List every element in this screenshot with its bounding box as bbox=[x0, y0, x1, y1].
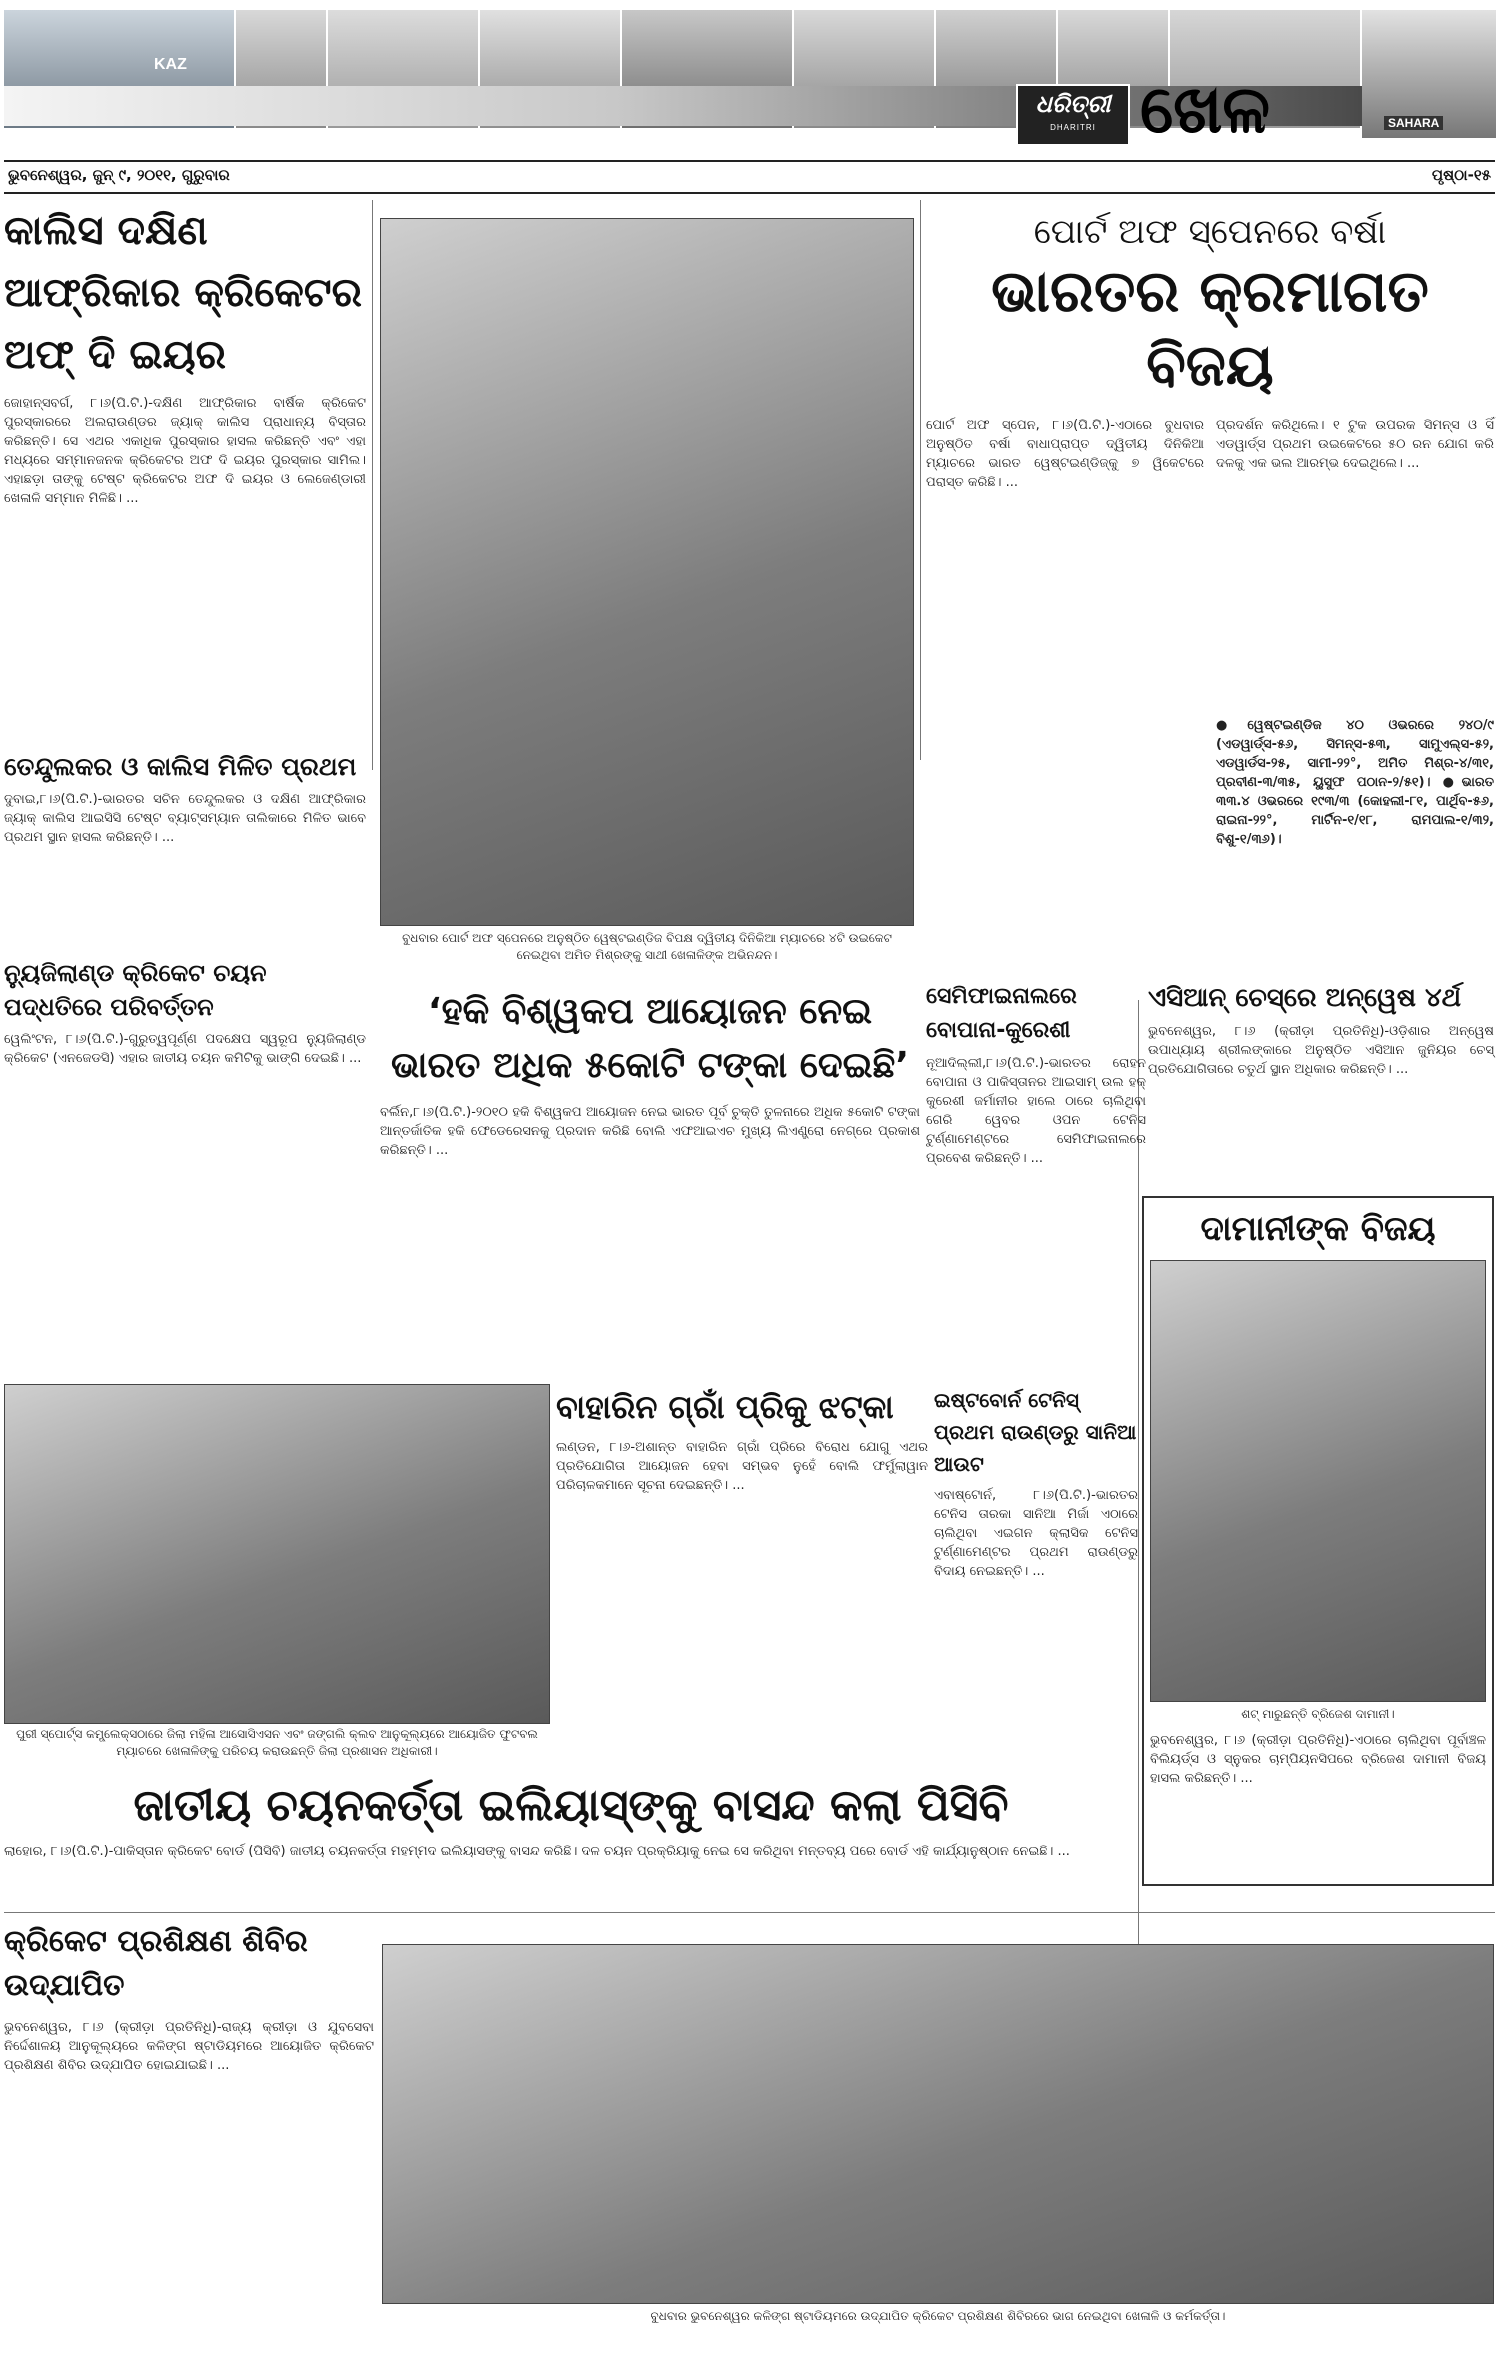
article-body-col2: ପ୍ରଦର୍ଶନ କରିଥିଲେ। ୧ ଟୁକ ଉପରକ ସିମନ୍ସ ଓ ସିଁ ଏଡୱାର୍ଡ୍‌ସ ପ୍ରଥମ ଉଇକେଟରେ ୫୦ ରନ ଯୋଗ କରି ଦଳକୁ ଏକ ଭଲ ଆରମ୍ଭ ଦେଇଥିଲେ। ... bbox=[1216, 418, 1494, 471]
photo-puri-football bbox=[4, 1384, 550, 1724]
headline: ତେନ୍ଦୁଲକର ଓ କାଲିସ ମିଳିତ ପ୍ରଥମ bbox=[4, 752, 357, 781]
article-hockey bbox=[380, 985, 920, 1365]
masthead bbox=[0, 0, 1499, 184]
camp-photo-caption: ବୁଧବାର ଭୁବନେଶ୍ୱର କଳିଙ୍ଗ ଷ୍ଟାଡିୟମରେ ଉଦ୍‌ଯାପିତ କ୍ରିକେଟ ପ୍ରଶିକ୍ଷଣ ଶିବିରରେ ଭାଗ ନେଇଥିବା ଖେଳାଳି ଓ କର୍ମକର୍ତ୍ତା। bbox=[650, 2309, 1226, 2323]
headline: ଜାତୀୟ ଚୟନକର୍ତ୍ତା ଇଲିୟାସ୍‌ଙ୍କୁ ବାସନ୍ଦ କଲା ପିସିବି bbox=[133, 1780, 1009, 1831]
article-selector-ban bbox=[4, 1776, 1138, 1906]
article-body: ନୂଆଦିଲ୍ଲୀ,୮।୬(ପି.ଟି.)-ଭାରତର ରୋହନ ବୋପାନା ଓ ପାକିସ୍ତାନର ଆଇସାମ୍ ଉଲ ହକ୍ କୁରେଶୀ ଜର୍ମାନୀର ହାଲେ ଠାରେ ଚାଲିଥିବା ଗେରି ୱେବର ଓପନ ଟେନିସ ଟୁର୍ଣ୍ଣାମେଣ୍ଟରେ ସେମିଫାଇନାଲରେ ପ୍ରବେଶ କରିଛନ୍ତି। ... bbox=[926, 1056, 1146, 1166]
headline: ଭାରତର କ୍ରମାଗତ ବିଜୟ bbox=[991, 257, 1429, 399]
headline: ଏସିଆନ୍ ଚେସ୍‌ରେ ଅନ୍ୱେଷ ୪ର୍ଥ bbox=[1148, 983, 1462, 1013]
article-body-col1: ପୋର୍ଟ ଅଫ ସ୍ପେନ, ୮।୬(ପି.ଟି.)-ଏଠାରେ ବୁଧବାର ଅନୁଷ୍ଠିତ ବର୍ଷା ବାଧାପ୍ରାପ୍ତ ଦ୍ୱିତୀୟ ଦିନିକିଆ ମ୍ୟାଚରେ ଭାରତ ୱେଷ୍ଟଇଣ୍ଡିଜ୍‌କୁ ୭ ୱିକେଟରେ ପରାସ୍ତ କରିଛି। ... bbox=[926, 418, 1204, 490]
headline: କାଲିସ ଦକ୍ଷିଣ ଆଫ୍ରିକାର କ୍ରିକେଟର ଅଫ୍ ଦି ଇୟର bbox=[4, 208, 362, 378]
article-body: ୱେଲିଂଟନ, ୮।୬(ପି.ଟି.)-ଗୁରୁତ୍ୱପୂର୍ଣ୍ଣ ପଦକ୍ଷେପ ସ୍ୱରୂପ ନ୍ୟୁଜିଲାଣ୍ଡ କ୍ରିକେଟ (ଏନଜେଡସି) ଏହାର ଜାତୀୟ ଚୟନ କମିଟିକୁ ଭାଙ୍ଗି ଦେଇଛି। ... bbox=[4, 1032, 366, 1066]
lead-photo-caption: ବୁଧବାର ପୋର୍ଟ ଅଫ ସ୍ପେନରେ ଅନୁଷ୍ଠିତ ୱେଷ୍ଟଇଣ୍ଡିଜ ବିପକ୍ଷ ଦ୍ୱିତୀୟ ଦିନିକିଆ ମ୍ୟାଚରେ ୪ଟି ଉଇକେଟ ନେଇଥିବା ଅମିତ ମିଶ୍ରଙ୍କୁ ସାଥୀ ଖେଳାଳିଙ୍କ ଅଭିନନ୍ଦନ। bbox=[402, 931, 892, 962]
article-body: ଭୁବନେଶ୍ୱର, ୮।୬ (କ୍ରୀଡ଼ା ପ୍ରତିନିଧି)-ରାଜ୍ୟ କ୍ରୀଡ଼ା ଓ ଯୁବସେବା ନିର୍ଦ୍ଦେଶାଳୟ ଆନୁକୂଲ୍ୟରେ କଳିଙ୍ଗ ଷ୍ଟାଡିୟମରେ ଆୟୋଜିତ କ୍ରିକେଟ ପ୍ରଶିକ୍ଷଣ ଶିବିର ଉଦ୍‌ଯାପିତ ହୋଇଯାଇଛି। ... bbox=[4, 2020, 374, 2073]
kicker: ପୋର୍ଟ ଅଫ ସ୍ପେନରେ ବର୍ଷା bbox=[1033, 212, 1387, 252]
section-title: ଖେଳ bbox=[1140, 71, 1271, 148]
headline: ନ୍ୟୁଜିଲାଣ୍ଡ କ୍ରିକେଟ ଚୟନ ପଦ୍ଧତିରେ ପରିବର୍ତ୍ତନ bbox=[4, 959, 267, 1021]
headline: ଇଷ୍ଟବୋର୍ନ ଟେନିସ୍ ପ୍ରଥମ ରାଉଣ୍ଡରୁ ସାନିଆ ଆଉଟ bbox=[934, 1388, 1137, 1476]
article-body: ଦୁବାଇ,୮।୬(ପି.ଟି.)-ଭାରତର ସଚିନ ତେନ୍ଦୁଲକର ଓ ଦକ୍ଷିଣ ଆଫ୍ରିକାର ଜ୍ୟାକ୍ କାଲିସ ଆଇସିସି ଟେଷ୍ଟ ବ୍ୟାଟ୍ସମ୍ୟାନ ତାଲିକାରେ ମିଳିତ ଭାବେ ପ୍ରଥମ ସ୍ଥାନ ହାସଲ କରିଛନ୍ତି। ... bbox=[4, 792, 366, 845]
article-lead-india bbox=[926, 210, 1494, 970]
lead-photo-cricketers-hug bbox=[380, 218, 914, 926]
sponsor-badge: SAHARA bbox=[1384, 116, 1443, 130]
article-semifinal bbox=[926, 980, 1146, 1330]
dateline: ଭୁବନେଶ୍ୱର, ଜୁନ୍ ୯, ୨୦୧୧, ଗୁରୁବାର bbox=[8, 166, 230, 184]
article-nz-selection bbox=[4, 956, 366, 1356]
article-sania bbox=[934, 1384, 1138, 1764]
scorecard: ●ୱେଷ୍ଟଇଣ୍ଡିଜ ୪୦ ଓଭରରେ ୨୪୦/୯ (ଏଡୱାର୍ଡ୍‌ସ-୫୬, ସିମନ୍ସ-୫୩, ସାମୁଏଲ୍ସ-୫୨, ଏଡୱାର୍ଡସ-୨୫, ସାମୀ-୨୨°, ଅମିତ ମିଶ୍ର-୪/୩୧, ପ୍ରବୀଣ-୩/୩୫, ୟୁସୁଫ ପଠାନ-୨/୫୧)। ●ଭାରତ ୩୩.୪ ଓଭରରେ ୧୯୩/୩ (କୋହଲୀ-୮୧, ପାର୍ଥିବ-୫୬, ରାଇନା-୨୨°, ମାର୍ଟିନ-୧/୧୮, ରାମପାଲ-୧/୩୨, ବିଶୁ-୧/୩୬)। bbox=[1216, 718, 1494, 847]
article-chess bbox=[1148, 980, 1494, 1190]
masthead-logo: ଧରିତ୍ରୀ DHARITRI bbox=[1016, 84, 1130, 146]
photo-billiards-player bbox=[1150, 1260, 1486, 1702]
article-body: ଲାହୋର, ୮।୬(ପି.ଟି.)-ପାକିସ୍ତାନ କ୍ରିକେଟ ବୋର୍ଡ (ପିସିବି) ଜାତୀୟ ଚୟନକର୍ତ୍ତା ମହମ୍ମଦ ଇଲିୟାସଙ୍କୁ ବାସନ୍ଦ କରିଛି। ଦଳ ଚୟନ ପ୍ରକ୍ରିୟାକୁ ନେଇ ସେ କରିଥିବା ମନ୍ତବ୍ୟ ପରେ ବୋର୍ଡ ଏହି କାର୍ଯ୍ୟାନୁଷ୍ଠାନ ନେଇଛି। ... bbox=[4, 1844, 1070, 1859]
article-body: ଲଣ୍ଡନ, ୮।୬-ଅଶାନ୍ତ ବାହାରିନ ଗ୍ରାଁ ପ୍ରିରେ ବିରୋଧ ଯୋଗୁ ଏଥର ପ୍ରତିଯୋଗିତା ଆୟୋଜନ ହେବା ସମ୍ଭବ ନୁହେଁ ବୋଲି ଫର୍ମୁଲାୱାନ ପରିଚାଳକମାନେ ସୂଚନା ଦେଇଛନ୍ତି। ... bbox=[556, 1440, 928, 1493]
jersey-text: KAZ bbox=[154, 56, 187, 73]
headline: ଦାମାନୀଙ୍କ ବିଜୟ bbox=[1200, 1209, 1436, 1249]
article-kallis bbox=[4, 200, 366, 745]
article-cricket-camp bbox=[4, 1920, 374, 2335]
article-body: ଏବାଷ୍ଟୋର୍ନ, ୮।୬(ପି.ଟି.)-ଭାରତର ଟେନିସ ତାରକା ସାନିଆ ମିର୍ଜା ଏଠାରେ ଚାଲିଥିବା ଏଇଗନ କ୍ଲାସିକ ଟେନିସ ଟୁର୍ଣ୍ଣାମେଣ୍ଟର ପ୍ରଥମ ରାଉଣ୍ଡରୁ ବିଦାୟ ନେଇଛନ୍ତି। ... bbox=[934, 1488, 1138, 1579]
sports-photo-cricketer-portrait bbox=[1362, 10, 1498, 138]
article-body: ଜୋହାନ୍ସବର୍ଗ, ୮।୬(ପି.ଟି.)-ଦକ୍ଷିଣ ଆଫ୍ରିକାର ବାର୍ଷିକ କ୍ରିକେଟ ପୁରସ୍କାରରେ ଅଲରାଉଣ୍ଡର ଜ୍ୟାକ୍ କାଲିସ ପ୍ରାଧାନ୍ୟ ବିସ୍ତାର କରିଛନ୍ତି। ସେ ଏଥର ଏକାଧିକ ପୁରସ୍କାର ହାସଲ କରିଛନ୍ତି ଏବଂ ଏହା ମଧ୍ୟରେ ସମ୍ମାନଜନକ କ୍ରିକେଟର ଅଫ ଦି ଇୟର ପୁରସ୍କାର ସାମିଲ। ଏହାଛଡ଼ା ତାଙ୍କୁ ଟେଷ୍ଟ କ୍ରିକେଟର ଅଫ ଦି ଇୟର ଓ ଲେଜେଣ୍ଡାରୀ ଖେଳାଳି ସମ୍ମାନ ମିଳିଛି। ... bbox=[4, 396, 366, 506]
article-tendulkar bbox=[4, 750, 366, 950]
photo-cricket-camp-group bbox=[382, 1944, 1494, 2304]
article-body: ଭୁବନେଶ୍ୱର, ୮।୬ (କ୍ରୀଡ଼ା ପ୍ରତିନିଧି)-ଓଡ଼ିଶାର ଅନ୍ୱେଷ ଉପାଧ୍ୟାୟ ଶ୍ରୀଲଙ୍କାରେ ଅନୁଷ୍ଠିତ ଏସିଆନ ଜୁନିୟର ଚେସ୍ ପ୍ରତିଯୋଗିତାରେ ଚତୁର୍ଥ ସ୍ଥାନ ଅଧିକାର କରିଛନ୍ତି। ... bbox=[1148, 1024, 1494, 1077]
article-body: ଭୁବନେଶ୍ୱର, ୮।୬ (କ୍ରୀଡ଼ା ପ୍ରତିନିଧି)-ଏଠାରେ ଚାଲିଥିବା ପୂର୍ବାଞ୍ଚଳ ବିଲିୟର୍ଡ୍ସ ଓ ସ୍ନୁକର ଚାମ୍ପିୟନସିପରେ ବ୍ରିଜେଶ ଦାମାନୀ ବିଜୟ ହାସଲ କରିଛନ୍ତି। ... bbox=[1150, 1733, 1486, 1786]
damani-photo-caption: ଶଟ୍ ମାରୁଛନ୍ତି ବ୍ରିଜେଶ ଦାମାନୀ। bbox=[1241, 1707, 1395, 1721]
headline: କ୍ରିକେଟ ପ୍ରଶିକ୍ଷଣ ଶିବିର ଉଦ୍‌ଯାପିତ bbox=[4, 1924, 308, 2003]
headline: ବାହାରିନ ଗ୍ରାଁ ପ୍ରିକୁ ଝଟ୍‌କା bbox=[556, 1388, 894, 1426]
puri-photo-caption: ପୁରୀ ସ୍ପୋର୍ଟ୍ସ କମ୍ପ୍ଲେକ୍ସଠାରେ ଜିଲା ମହିଳା ଆସୋସିଏସନ ଏବଂ ଜଙ୍ଗଲି କ୍ଲବ ଆନୁକୂଲ୍ୟରେ ଆୟୋଜିତ ଫୁଟବଲ ମ୍ୟାଚରେ ଖେଳାଳିଙ୍କୁ ପରିଚୟ କରାଉଛନ୍ତି ଜିଲା ପ୍ରଶାସନ ଅଧିକାରୀ। bbox=[16, 1727, 538, 1758]
headline: ‘ହକି ବିଶ୍ୱକପ ଆୟୋଜନ ନେଇ ଭାରତ ଅଧିକ ୫କୋଟି ଟଙ୍କା ଦେଇଛି’ bbox=[390, 991, 910, 1086]
article-damani bbox=[1142, 1196, 1494, 1886]
article-body: ବର୍ଲିନ,୮।୬(ପି.ଟି.)-୨୦୧୦ ହକି ବିଶ୍ୱକପ ଆୟୋଜନ ନେଇ ଭାରତ ପୂର୍ବ ଚୁକ୍ତି ତୁଳନାରେ ଅଧିକ ୫କୋଟି ଟଙ୍କା ଆନ୍ତର୍ଜାତିକ ହକି ଫେଡେରେସନକୁ ପ୍ରଦାନ କରିଛି ବୋଲି ଏଫଆଇଏଚ ମୁଖ୍ୟ ଲିଏଣ୍ଡ୍ରୋ ନେଗ୍ରେ ପ୍ରକାଶ କରିଛନ୍ତି। ... bbox=[380, 1105, 920, 1158]
headline: ସେମିଫାଇନାଲରେ ବୋପାନା-କୁରେଶୀ bbox=[926, 984, 1077, 1043]
article-bahrain bbox=[556, 1384, 928, 1764]
page-number: ପୃଷ୍ଠା-୧୫ bbox=[1431, 166, 1491, 184]
